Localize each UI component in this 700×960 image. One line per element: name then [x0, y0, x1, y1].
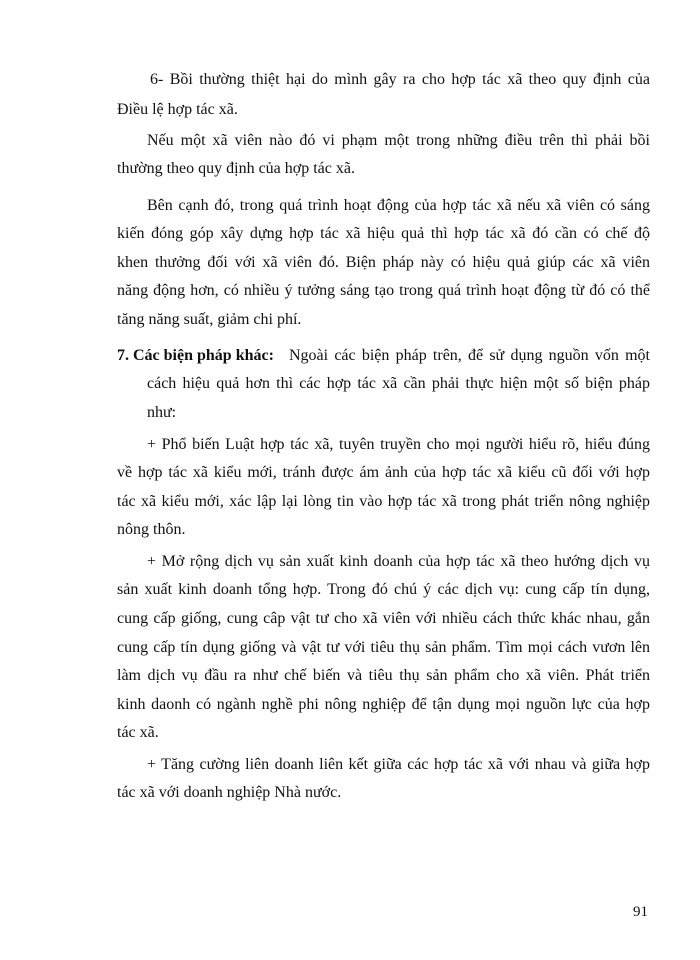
bullet-1-line-1: + Phổ biến Luật hợp tác xã, tuyên truyền cho mọi người hiểu rõ, hiểu đúng	[147, 436, 650, 453]
section-7-line-1: Ngoài các biện pháp trên, để sử dụng nguồn vốn một	[289, 347, 650, 364]
paragraph-2-line-2: thường theo quy định của hợp tác xã.	[117, 160, 355, 177]
section-7-line-2: cách hiệu quả hơn thì các hợp tác xã cần phải thực hiện một số biện pháp	[147, 375, 650, 392]
paragraph-3-line-1: Bên cạnh đó, trong quá trình hoạt động của hợp tác xã nếu xã viên có sáng	[147, 197, 650, 214]
paragraph-3-line-4: năng động hơn, có nhiều ý tưởng sáng tạo trong quá trình hoạt động từ đó có thể	[117, 282, 650, 299]
bullet-3-line-2: tác xã với doanh nghiệp Nhà nước.	[117, 784, 342, 801]
paragraph-2-line-1: Nếu một xã viên nào đó vi phạm một trong những điều trên thì phải bồi	[147, 132, 650, 149]
bullet-3-line-1: + Tăng cường liên doanh liên kết giữa các hợp tác xã với nhau và giữa hợp	[147, 756, 650, 773]
bullet-2-line-2: sản xuất kinh doanh tổng hợp. Trong đó chú ý các dịch vụ: cung cấp tín dụng,	[117, 581, 650, 598]
bullet-2-line-6: kinh daonh có ngành nghề phi nông nghiệp để tận dụng mọi nguồn lực của hợp	[117, 696, 650, 713]
section-7-line-3: như:	[147, 404, 177, 421]
bullet-2-line-1: + Mở rộng dịch vụ sản xuất kinh doanh của hợp tác xã theo hướng dịch vụ	[147, 553, 650, 570]
page-number: 91	[633, 904, 648, 920]
bullet-2-line-5: làm dịch vụ đầu ra như chế biến và tiêu thụ sản phẩm cho xã viên. Phát triển	[117, 667, 650, 684]
paragraph-3-line-2: kiến đóng góp xây dựng hợp tác xã hiệu quả thì hợp tác xã đó cần có chế độ	[117, 225, 650, 242]
paragraph-3-line-3: khen thưởng đối với xã viên đó. Biện pháp này có hiệu quả giúp các xã viên	[117, 254, 650, 271]
paragraph-1-line-2: Điều lệ hợp tác xã.	[117, 101, 238, 118]
bullet-1-line-4: nông thôn.	[117, 521, 186, 538]
bullet-2-line-3: cung cấp giống, cung câp vật tư cho xã viên với nhiều cách thức khác nhau, gắn	[117, 610, 650, 627]
section-7-heading: 7. Các biện pháp khác:	[117, 347, 274, 364]
bullet-2-line-7: tác xã.	[117, 724, 159, 741]
paragraph-1-line-1: 6- Bồi thường thiệt hại do mình gây ra cho hợp tác xã theo quy định của	[150, 71, 650, 88]
bullet-1-line-2: về hợp tác xã kiểu mới, tránh được ám ảnh của hợp tác xã kiểu cũ đối với hợp	[117, 464, 650, 481]
bullet-2-line-4: cung cấp tín dụng giống và vật tư với tiêu thụ sản phẩm. Tìm mọi cách vươn lên	[117, 639, 650, 656]
bullet-1-line-3: tác xã kiểu mới, xác lập lại lòng tin vào hợp tác xã trong phát triển nông nghiệp	[117, 493, 650, 510]
paragraph-3-line-5: tăng năng suất, giảm chi phí.	[117, 311, 302, 328]
